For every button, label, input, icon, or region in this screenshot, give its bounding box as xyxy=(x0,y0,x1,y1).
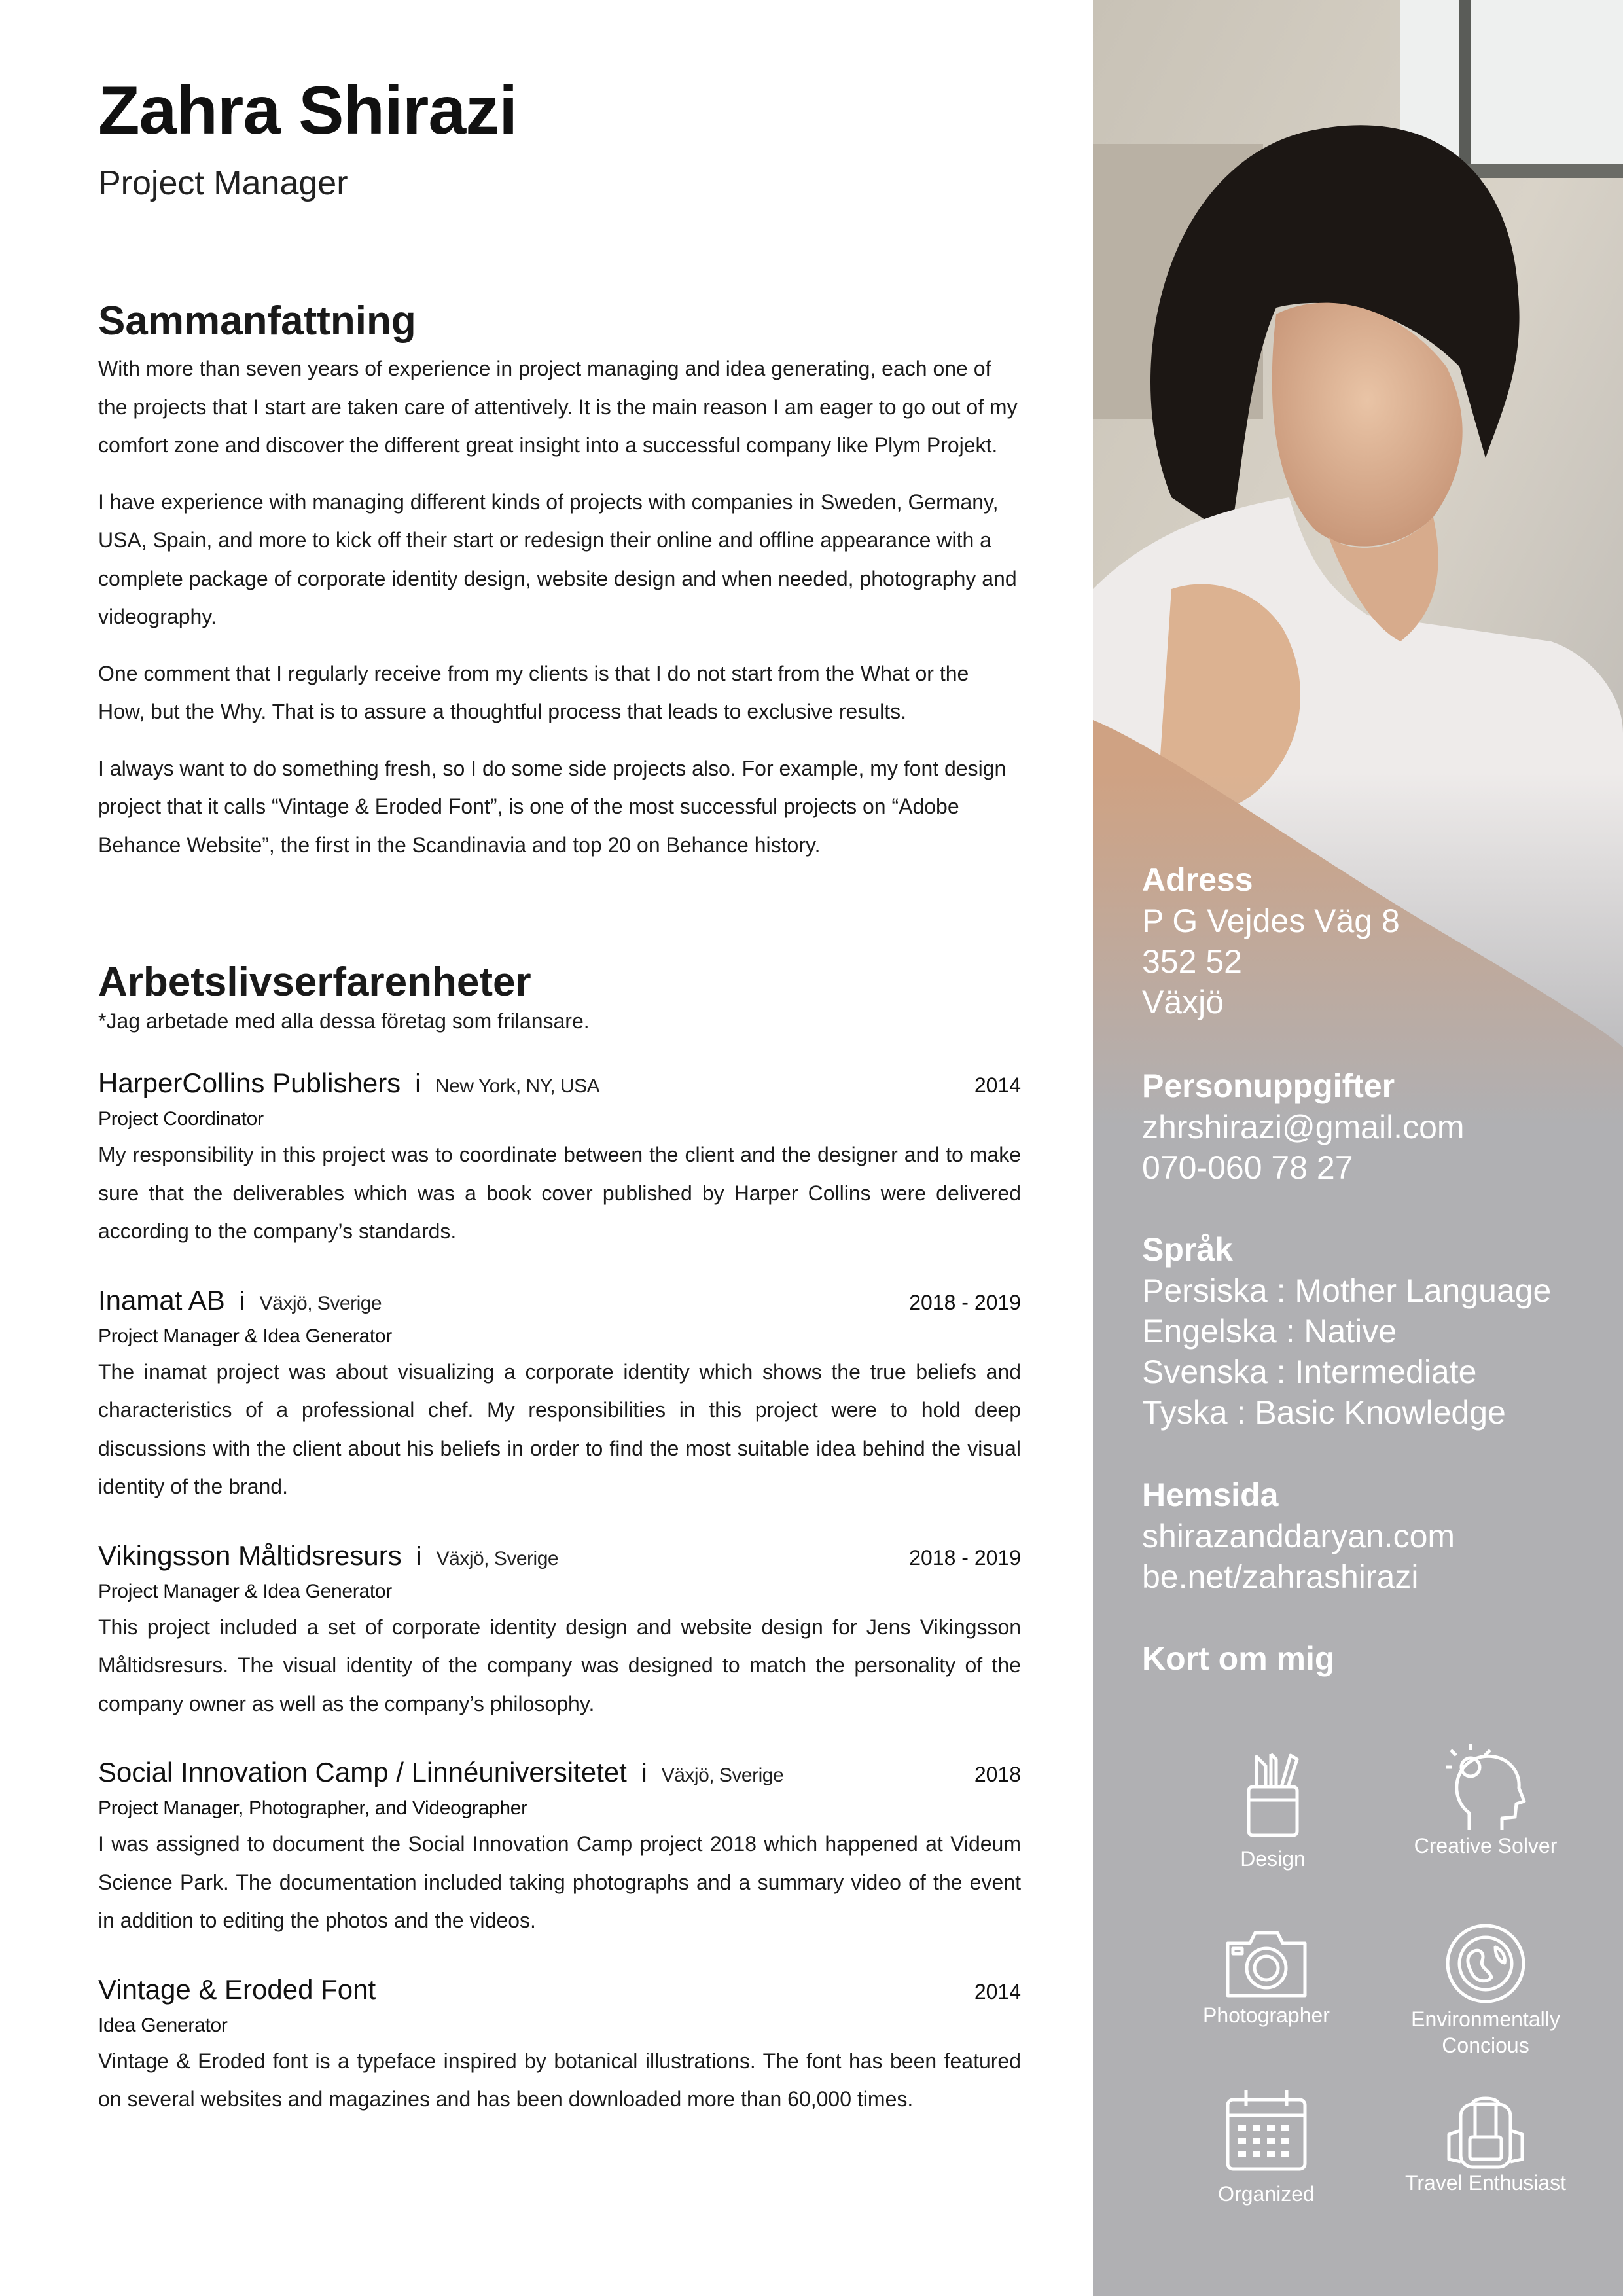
job-title: Project Manager, Photographer, and Videographer xyxy=(98,1797,527,1819)
job-year: 2018 xyxy=(974,1763,1021,1786)
languages-heading: Språk xyxy=(1142,1231,1233,1268)
job-year: 2014 xyxy=(974,1979,1021,2003)
candidate-name: Zahra Shirazi xyxy=(98,73,518,149)
lightbulb-head-icon xyxy=(1443,1741,1528,1833)
website-link[interactable]: shirazanddaryan.com xyxy=(1142,1518,1455,1554)
summary-section xyxy=(98,298,1021,882)
phone-number: 070-060 78 27 xyxy=(1142,1149,1353,1186)
address-line: 352 52 xyxy=(1142,943,1242,980)
address-line: P G Vejdes Väg 8 xyxy=(1142,903,1400,939)
skill-label: Design xyxy=(1240,1847,1306,1871)
skill-environmentally-concious xyxy=(1387,1921,1584,2058)
job-location: Växjö, Sverige xyxy=(259,1292,382,1314)
job-separator: i xyxy=(641,1759,647,1787)
language-item: Engelska : Native xyxy=(1142,1313,1397,1350)
job-title: Project Manager & Idea Generator xyxy=(98,1325,392,1347)
personal-heading: Personuppgifter xyxy=(1142,1067,1395,1104)
skill-label: Creative Solver xyxy=(1414,1834,1558,1857)
job-title: Project Coordinator xyxy=(98,1108,264,1130)
job-company: Vintage & Eroded Font xyxy=(98,1973,376,2005)
summary-paragraph: I have experience with managing different kinds of projects with companies in Sweden, Germany, USA, Spain, and more to kick off their start or redesign their online and offline appearance with a complete package of corporate identity design, website design and when needed, photography and videography. xyxy=(98,490,1017,628)
skill-photographer xyxy=(1168,1928,1364,2028)
candidate-role: Project Manager xyxy=(98,164,348,202)
about-heading: Kort om mig xyxy=(1142,1640,1335,1677)
job-year: 2018 - 2019 xyxy=(909,1545,1021,1570)
website-heading: Hemsida xyxy=(1142,1477,1279,1513)
calendar-icon xyxy=(1224,2088,1309,2173)
job-entry xyxy=(98,1285,1021,1506)
camera-icon xyxy=(1224,1928,1309,2000)
skill-design xyxy=(1175,1748,1371,1872)
job-company: Inamat AB xyxy=(98,1284,225,1316)
job-separator: i xyxy=(415,1069,421,1098)
job-company: Vikingsson Måltidsresurs xyxy=(98,1539,402,1571)
job-year: 2018 - 2019 xyxy=(909,1290,1021,1314)
job-description: Vintage & Eroded font is a typeface inspired by botanical illustrations. The font has been featured on several websites and magazines and has been downloaded more than 60,000 times. xyxy=(98,2049,1021,2111)
job-location: Växjö, Sverige xyxy=(661,1765,784,1786)
skill-label: Organized xyxy=(1218,2182,1315,2206)
work-experience-section xyxy=(98,959,1021,2119)
job-location: Växjö, Sverige xyxy=(436,1547,559,1570)
backpack-icon xyxy=(1446,2091,1525,2170)
summary-paragraph: One comment that I regularly receive from my clients is that I do not start from the What or the How, but the Why. That is to assure a thoughtful process that leads to exclusive results. xyxy=(98,661,969,723)
summary-paragraph: I always want to do something fresh, so I do some side projects also. For example, my font design project that it calls “Vintage & Eroded Font”, is one of the most successful projects on “Adobe Behance Website”, the first in the Scandinavia and top 20 on Behance history. xyxy=(98,756,1007,857)
freelance-note: *Jag arbetade med alla dessa företag som frilansare. xyxy=(98,1009,590,1033)
skill-label: Travel Enthusiast xyxy=(1404,2171,1567,2195)
job-entry xyxy=(98,1540,1021,1723)
job-separator: i xyxy=(416,1541,422,1571)
job-entry xyxy=(98,1974,1021,2119)
language-item: Svenska : Intermediate xyxy=(1142,1354,1477,1390)
sidebar xyxy=(1093,0,1623,2296)
job-location: New York, NY, USA xyxy=(435,1075,600,1097)
address-heading: Adress xyxy=(1142,861,1253,898)
job-separator: i xyxy=(239,1286,245,1316)
job-entry xyxy=(98,1067,1021,1251)
job-entry xyxy=(98,1757,1021,1940)
job-year: 2014 xyxy=(974,1073,1021,1097)
job-description: This project included a set of corporate identity design and website design for Jens Vikingsson Måltidsresurs. The visual identity of the company was designed to match the personality of the company owner as well as the company’s philosophy. xyxy=(98,1615,1021,1715)
job-description: I was assigned to document the Social Innovation Camp project 2018 which happened at Videum Science Park. The documentation included taking photographs and a summary video of the event in addition to editing the photos and the videos. xyxy=(98,1832,1021,1932)
email-link[interactable]: zhrshirazi@gmail.com xyxy=(1142,1109,1465,1145)
job-description: My responsibility in this project was to coordinate between the client and the designer and to make sure that the deliverables which was a book cover published by Harper Collins were delivered according to the company’s standards. xyxy=(98,1143,1021,1243)
language-item: Tyska : Basic Knowledge xyxy=(1142,1394,1506,1431)
design-tools-icon xyxy=(1237,1748,1309,1839)
globe-leaf-icon xyxy=(1443,1921,1528,2006)
skill-creative-solver xyxy=(1387,1741,1584,1859)
website-link[interactable]: be.net/zahrashirazi xyxy=(1142,1558,1419,1595)
skill-travel-enthusiast xyxy=(1387,2091,1584,2196)
skill-label: Photographer xyxy=(1203,2003,1330,2027)
work-heading: Arbetslivserfarenheter xyxy=(98,960,531,1005)
job-title: Project Manager & Idea Generator xyxy=(98,1580,392,1602)
skill-label: Environmentally Concious xyxy=(1411,2007,1560,2057)
skill-organized xyxy=(1168,2088,1364,2207)
job-company: Social Innovation Camp / Linnéuniversitetet xyxy=(98,1757,627,1787)
address-line: Växjö xyxy=(1142,984,1224,1020)
job-description: The inamat project was about visualizing a corporate identity which shows the true beliefs and characteristics of a professional chef. My responsibilities in this project were to hold deep discussions with the client about his beliefs in order to find the most suitable idea behind the visual identity of the brand. xyxy=(98,1359,1021,1498)
summary-paragraph: With more than seven years of experience in project managing and idea generating, each one of the projects that I start are taken care of attentively. It is the main reason I am eager to go out of my comfort zone and discover the different great insight into a successful company like Plym Projekt. xyxy=(98,357,1018,457)
job-company: HarperCollins Publishers xyxy=(98,1067,401,1098)
language-item: Persiska : Mother Language xyxy=(1142,1272,1552,1309)
job-title: Idea Generator xyxy=(98,2014,228,2036)
summary-heading: Sammanfattning xyxy=(98,298,416,344)
